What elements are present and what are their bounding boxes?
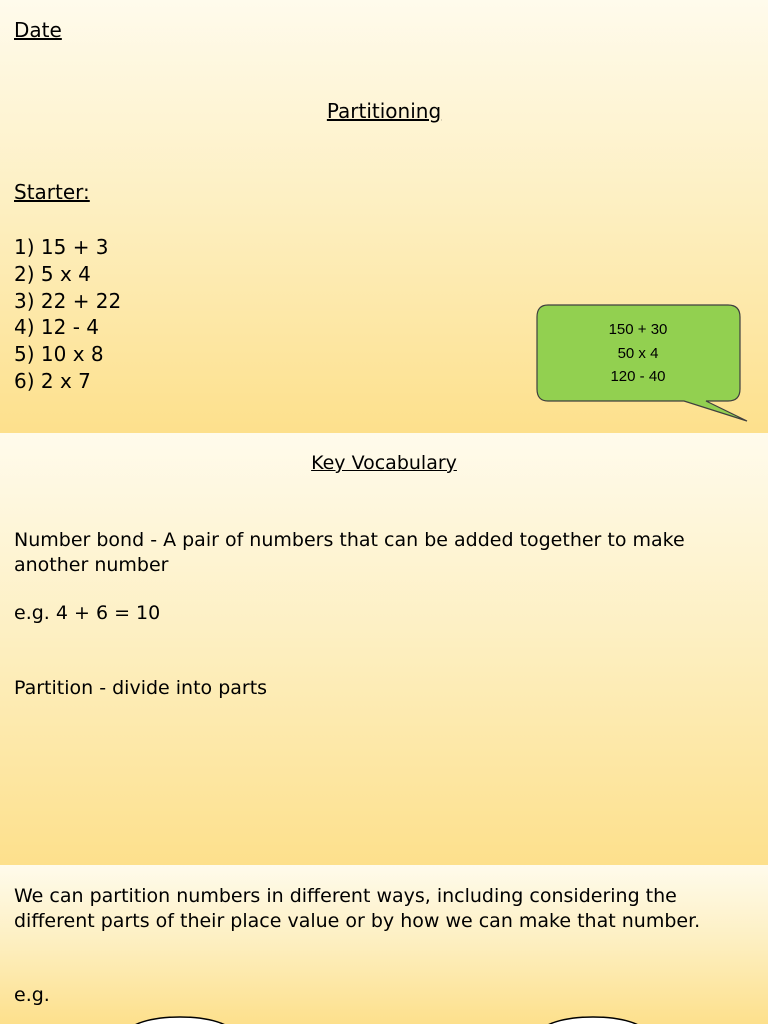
example-label: e.g. xyxy=(14,984,50,1006)
question-item: 5) 10 x 8 xyxy=(14,342,104,367)
question-item: 4) 12 - 4 xyxy=(14,315,99,340)
slide-key-vocabulary xyxy=(0,433,768,865)
number-bond-definition: Number bond - A pair of numbers that can be added together to make another number xyxy=(14,529,685,576)
question-item: 3) 22 + 22 xyxy=(14,288,122,313)
number-bond-example: e.g. 4 + 6 = 10 xyxy=(14,602,161,624)
question-item: 2) 5 x 4 xyxy=(14,261,91,286)
partition-circle-left xyxy=(128,1017,232,1024)
partitioning-description: We can partition numbers in different ways, including considering the different parts of their place value or by how we can make that number. xyxy=(14,885,701,932)
slide-partitioning-ways xyxy=(0,865,768,1024)
slide-starter xyxy=(0,0,768,433)
starter-questions xyxy=(14,234,121,395)
page-title: Partitioning xyxy=(326,99,442,123)
starter-label: Starter: xyxy=(14,180,90,204)
bubble-line: 120 - 40 xyxy=(610,368,666,385)
question-item: 1) 15 + 3 xyxy=(14,235,109,259)
partition-definition: Partition - divide into parts xyxy=(14,677,268,699)
bubble-line: 50 x 4 xyxy=(617,344,659,362)
question-item: 6) 2 x 7 xyxy=(14,368,91,393)
date-label: Date xyxy=(14,18,62,42)
bubble-line: 150 + 30 xyxy=(608,321,668,338)
vocabulary-title: Key Vocabulary xyxy=(311,452,457,474)
partition-diagram xyxy=(0,1005,768,1024)
partition-circle-right xyxy=(541,1017,645,1024)
speech-bubble-text xyxy=(538,318,738,389)
